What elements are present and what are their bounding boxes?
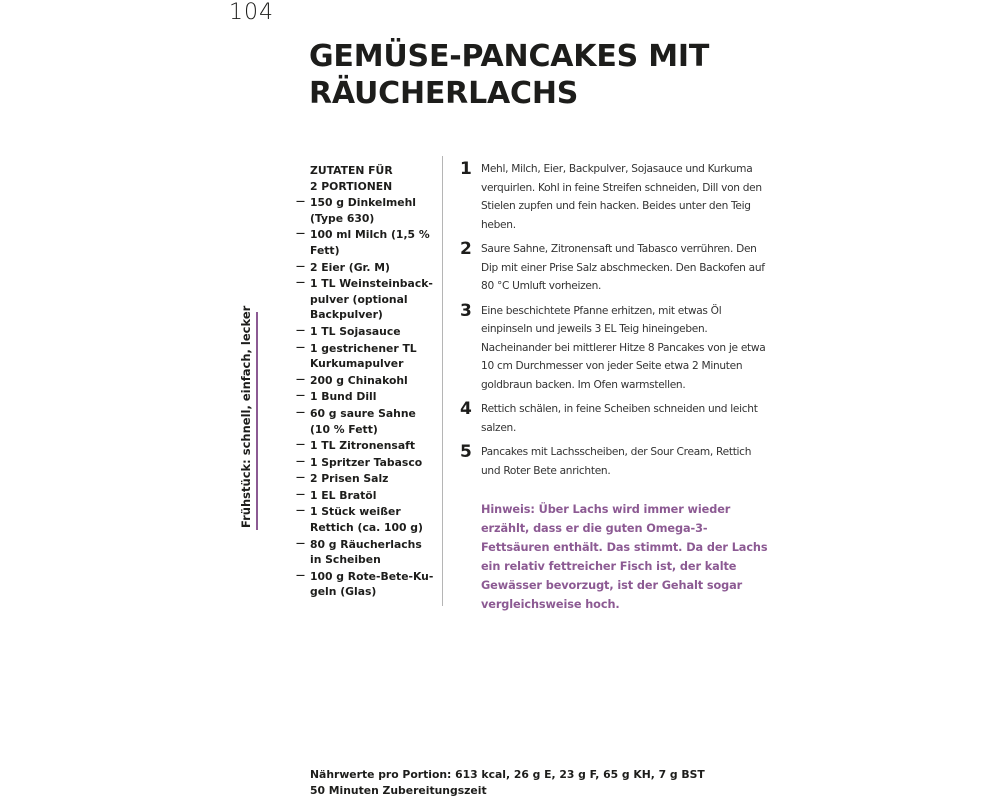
recipe-title-line-1: GEMÜSE-PANCAKES MIT bbox=[309, 39, 710, 74]
ingredient-item: — 2 Eier (Gr. M) bbox=[296, 260, 434, 276]
ingredient-item: — 60 g saure Sahne (10 % Fett) bbox=[296, 406, 434, 437]
step-text: Pancakes mit Lachsscheiben, der Sour Cream, Rettich und Roter Bete anrichten. bbox=[481, 446, 752, 477]
step-2 bbox=[460, 240, 770, 296]
page-number: 104 bbox=[229, 0, 274, 25]
ingredient-item: — 1 TL Zitronensaft bbox=[296, 438, 434, 454]
ingredient-item: — 1 TL Weinsteinbackpulver (optional Backpulver) bbox=[296, 276, 434, 323]
step-1 bbox=[460, 160, 770, 234]
preparation-time: 50 Minuten Zubereitungszeit bbox=[310, 784, 487, 797]
column-divider bbox=[442, 156, 443, 606]
category-side-label: Frühstück: schnell, einfach, lecker bbox=[238, 312, 258, 530]
ingredient-item: — 2 Prisen Salz bbox=[296, 471, 434, 487]
step-number: 4 bbox=[460, 399, 472, 419]
step-text: Saure Sahne, Zitronensaft und Tabasco verrühren. Den Dip mit einer Prise Salz abschmecken. Den Backofen auf 80 °C Umluft vorheizen. bbox=[481, 243, 765, 292]
ingredient-item: — 100 g Rote-Bete-Kugeln (Glas) bbox=[296, 569, 434, 600]
ingredient-item: — 100 ml Milch (1,5 % Fett) bbox=[296, 227, 434, 258]
step-number: 1 bbox=[460, 159, 472, 179]
ingredient-item: — 1 Bund Dill bbox=[296, 389, 434, 405]
ingredient-item: — 1 gestrichener TL Kurkumapulver bbox=[296, 341, 434, 372]
recipe-footer bbox=[310, 767, 810, 799]
ingredients-heading bbox=[296, 163, 434, 194]
step-4 bbox=[460, 400, 770, 437]
step-3 bbox=[460, 302, 770, 395]
step-text: Eine beschichtete Pfanne erhitzen, mit etwas Öl einpinseln und jeweils 3 EL Teig hineingeben. Nacheinander bei mittlerer Hitze 8 Pancakes von je etwa 10 cm Durchmesser von jeder Seite etwa 2 Minuten goldbraun backen. Im Ofen warmstellen. bbox=[481, 304, 766, 391]
step-number: 5 bbox=[460, 442, 472, 462]
ingredients-list bbox=[296, 163, 434, 600]
step-text: Rettich schälen, in feine Scheiben schneiden und leicht salzen. bbox=[481, 403, 758, 434]
ingredients-heading-line-2: 2 PORTIONEN bbox=[310, 179, 393, 193]
ingredient-item: — 150 g Dinkelmehl (Type 630) bbox=[296, 195, 434, 226]
ingredient-item: — 1 EL Bratöl bbox=[296, 488, 434, 504]
step-text: Mehl, Milch, Eier, Backpulver, Sojasauce und Kurkuma verquirlen. Kohl in feine Streifen schneiden, Dill von den Stielen zupfen und fein hacken. Beides unter den Teig heben. bbox=[481, 163, 762, 231]
ingredient-item: — 1 Stück weißer Rettich (ca. 100 g) bbox=[296, 504, 434, 535]
ingredient-item: — 1 TL Sojasauce bbox=[296, 324, 434, 340]
step-number: 2 bbox=[460, 239, 472, 259]
step-number: 3 bbox=[460, 300, 472, 321]
ingredient-item: — 80 g Räucherlachs in Scheiben bbox=[296, 537, 434, 568]
preparation-steps bbox=[460, 160, 770, 486]
ingredient-item: — 1 Spritzer Tabasco bbox=[296, 455, 434, 471]
ingredient-item: — 200 g Chinakohl bbox=[296, 373, 434, 389]
hint-note: Hinweis: Über Lachs wird immer wieder erzählt, dass er die guten Omega-3-Fettsäuren enthält. Das stimmt. Da der Lachs ein relativ fettreicher Fisch ist, der kalte Gewässer bevorzugt, ist der Gehalt sogar vergleichsweise hoch. bbox=[481, 503, 768, 611]
nutrition-info: Nährwerte pro Portion: 613 kcal, 26 g E, 23 g F, 65 g KH, 7 g BST bbox=[310, 768, 705, 781]
step-5 bbox=[460, 443, 770, 480]
recipe-title-line-2: RÄUCHERLACHS bbox=[309, 76, 579, 111]
ingredients-heading-line-1: ZUTATEN FÜR bbox=[310, 164, 393, 177]
recipe-title bbox=[309, 38, 789, 112]
